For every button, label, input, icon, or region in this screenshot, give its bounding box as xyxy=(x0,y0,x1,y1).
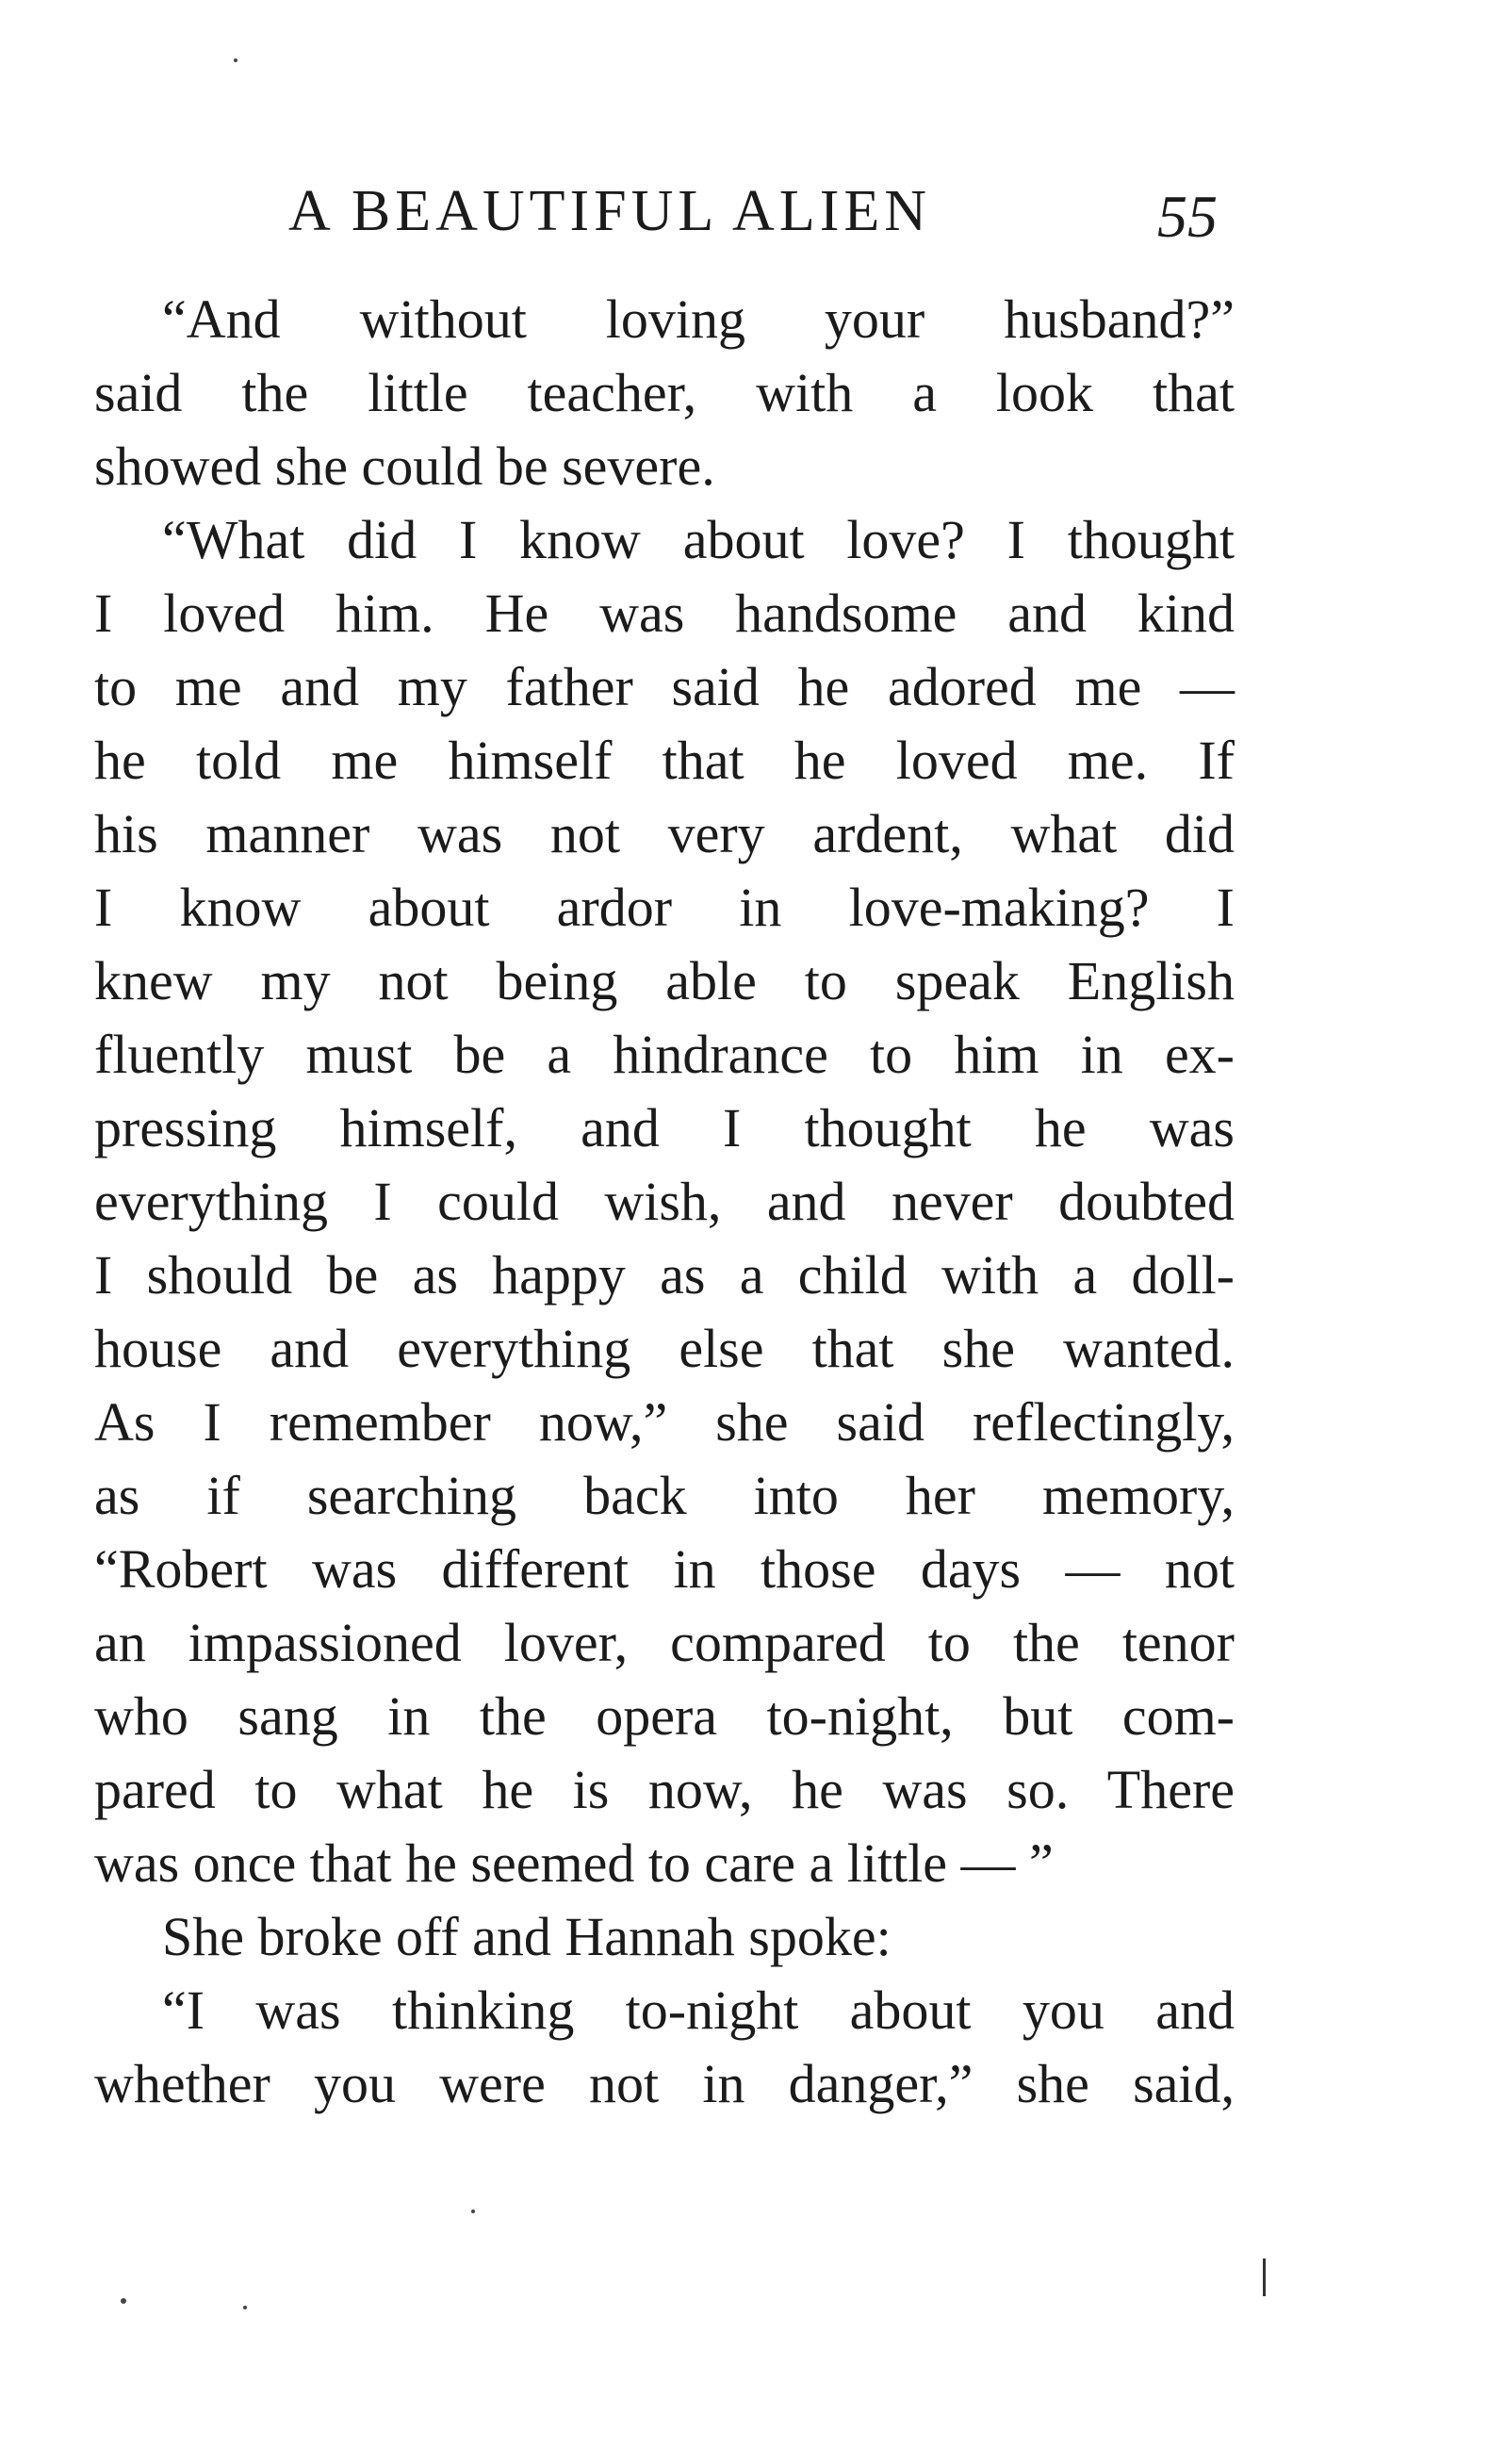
text-line: said the little teacher, with a look that xyxy=(94,362,1235,423)
paper-speck xyxy=(234,58,237,62)
text-line: She broke off and Hannah spoke: xyxy=(162,1906,892,1967)
text-line: As I remember now,” she said reflectingly, xyxy=(94,1391,1235,1453)
text-line: I loved him. He was handsome and kind xyxy=(94,583,1235,644)
paper-speck xyxy=(243,2306,247,2309)
text-line: I know about ardor in love-making? I xyxy=(94,877,1235,938)
text-line: pared to what he is now, he was so. There xyxy=(94,1759,1235,1820)
paper-speck xyxy=(471,2209,475,2213)
text-line: to me and my father said he adored me — xyxy=(94,656,1235,717)
text-line: everything I could wish, and never doubted xyxy=(94,1171,1235,1232)
text-line: “And without loving your husband?” xyxy=(162,288,1235,350)
text-line: pressing himself, and I thought he was xyxy=(94,1097,1235,1158)
text-line: he told me himself that he loved me. If xyxy=(94,730,1235,791)
text-line: whether you were not in danger,” she said, xyxy=(94,2053,1235,2114)
text-line: was once that he seemed to care a little — ” xyxy=(94,1832,1054,1894)
text-line: “What did I know about love? I thought xyxy=(162,509,1235,570)
page-number: 55 xyxy=(1157,183,1218,250)
text-line: his manner was not very ardent, what did xyxy=(94,803,1235,864)
text-line: an impassioned lover, compared to the tenor xyxy=(94,1612,1235,1673)
paper-speck xyxy=(121,2298,126,2304)
text-line: “I was thinking to-night about you and xyxy=(162,1979,1235,2041)
text-line: who sang in the opera to-night, but com- xyxy=(94,1685,1235,1747)
text-line: knew my not being able to speak English xyxy=(94,950,1235,1011)
text-line: fluently must be a hindrance to him in ex- xyxy=(94,1024,1235,1085)
text-line: “Robert was different in those days — not xyxy=(94,1538,1235,1600)
text-line: I should be as happy as a child with a doll- xyxy=(94,1244,1235,1306)
paper-mark xyxy=(1263,2259,1266,2296)
text-line: showed she could be severe. xyxy=(94,435,715,497)
body-text xyxy=(94,283,1235,2121)
running-head-title: A BEAUTIFUL ALIEN xyxy=(288,179,931,243)
text-line: as if searching back into her memory, xyxy=(94,1465,1235,1526)
text-line: house and everything else that she wanted. xyxy=(94,1318,1235,1379)
